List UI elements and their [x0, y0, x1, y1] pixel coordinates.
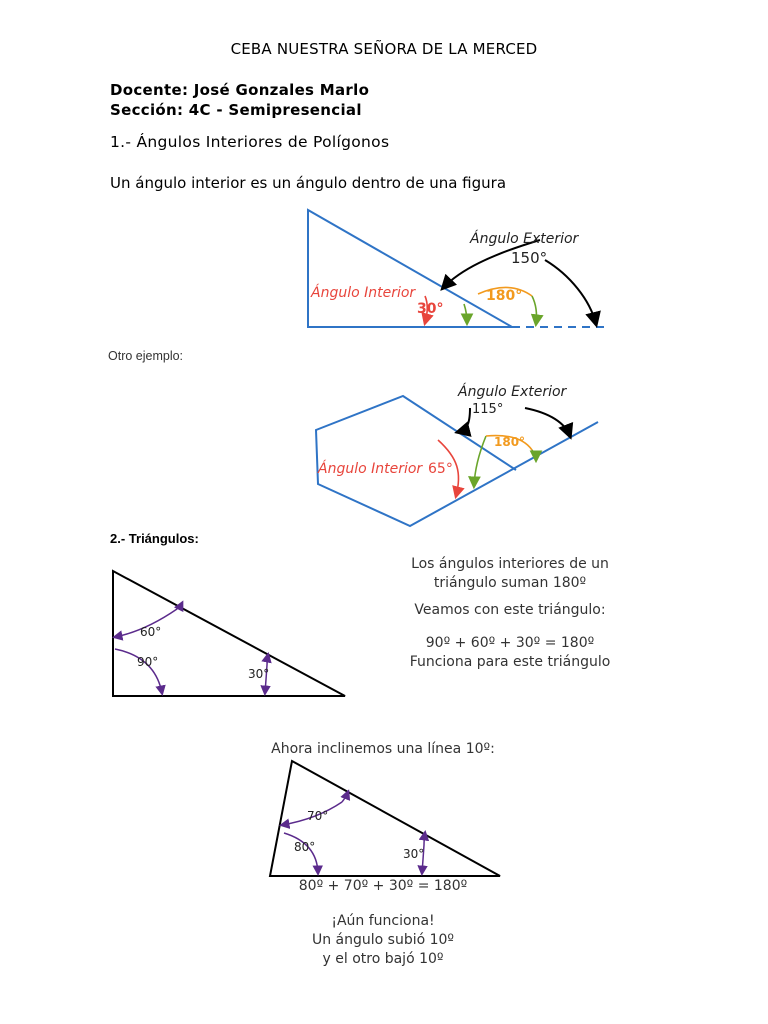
section-1-heading: 1.- Ángulos Interiores de Polígonos	[110, 133, 390, 151]
note-line: 90º + 60º + 30º = 180º	[425, 635, 595, 651]
figure-triangle-angles	[300, 200, 620, 340]
figure-polygon-angles	[300, 378, 610, 536]
figure-inclined-triangle	[262, 757, 507, 882]
incline-text: Ahora inclinemos una línea 10º:	[271, 741, 495, 757]
exterior-arc-end	[545, 260, 596, 324]
arc-70-end	[342, 792, 348, 802]
angle-label-70: 70°	[307, 809, 329, 823]
angle-label-60: 60°	[140, 625, 162, 639]
angle-label-80: 80°	[294, 840, 316, 854]
interior-value: 30°	[417, 301, 444, 317]
interior-label: Ángulo Interior	[311, 285, 416, 301]
exterior-arc-start	[458, 408, 470, 432]
straight-arrow-left	[464, 304, 467, 323]
conclusion-line: ¡Aún funciona!	[331, 913, 435, 929]
angle-label-30: 30°	[248, 667, 270, 681]
exterior-arc-end	[525, 408, 570, 436]
straight-value: 180°	[494, 435, 526, 449]
note-line: Los ángulos interiores de un	[411, 556, 609, 572]
section-2-heading: 2.- Triángulos:	[110, 531, 199, 546]
exterior-value: 150°	[511, 249, 548, 267]
exterior-label: Ángulo Exterior	[458, 384, 567, 400]
interior-value: 65°	[428, 461, 453, 477]
angle-label-90: 90°	[137, 655, 159, 669]
interior-label: Ángulo Interior	[318, 461, 423, 477]
note-line: triángulo suman 180º	[433, 575, 587, 591]
triangle-shape	[270, 761, 500, 876]
straight-arrow-right	[532, 296, 537, 324]
document-title: CEBA NUESTRA SEÑORA DE LA MERCED	[230, 40, 538, 58]
section-line: Sección: 4C - Semipresencial	[110, 101, 362, 119]
note-line: Funciona para este triángulo	[409, 654, 611, 670]
figure-right-triangle	[105, 565, 355, 705]
conclusion-line: Un ángulo subió 10º	[311, 932, 455, 948]
teacher-line: Docente: José Gonzales Marlo	[110, 81, 370, 99]
equation-line: 80º + 70º + 30º = 180º	[298, 878, 468, 894]
triangle-shape	[308, 210, 512, 327]
arc-30-top	[424, 833, 425, 845]
another-example-label: Otro ejemplo:	[108, 349, 184, 363]
conclusion-line: y el otro bajó 10º	[322, 951, 444, 967]
exterior-label: Ángulo Exterior	[470, 231, 579, 247]
intro-text: Un ángulo interior es un ángulo dentro de una figura	[110, 174, 507, 192]
angle-label-30: 30°	[403, 847, 425, 861]
exterior-value: 115°	[472, 402, 504, 417]
note-line: Veamos con este triángulo:	[414, 602, 606, 618]
straight-value: 180°	[486, 288, 523, 304]
arc-30-top	[267, 655, 268, 665]
